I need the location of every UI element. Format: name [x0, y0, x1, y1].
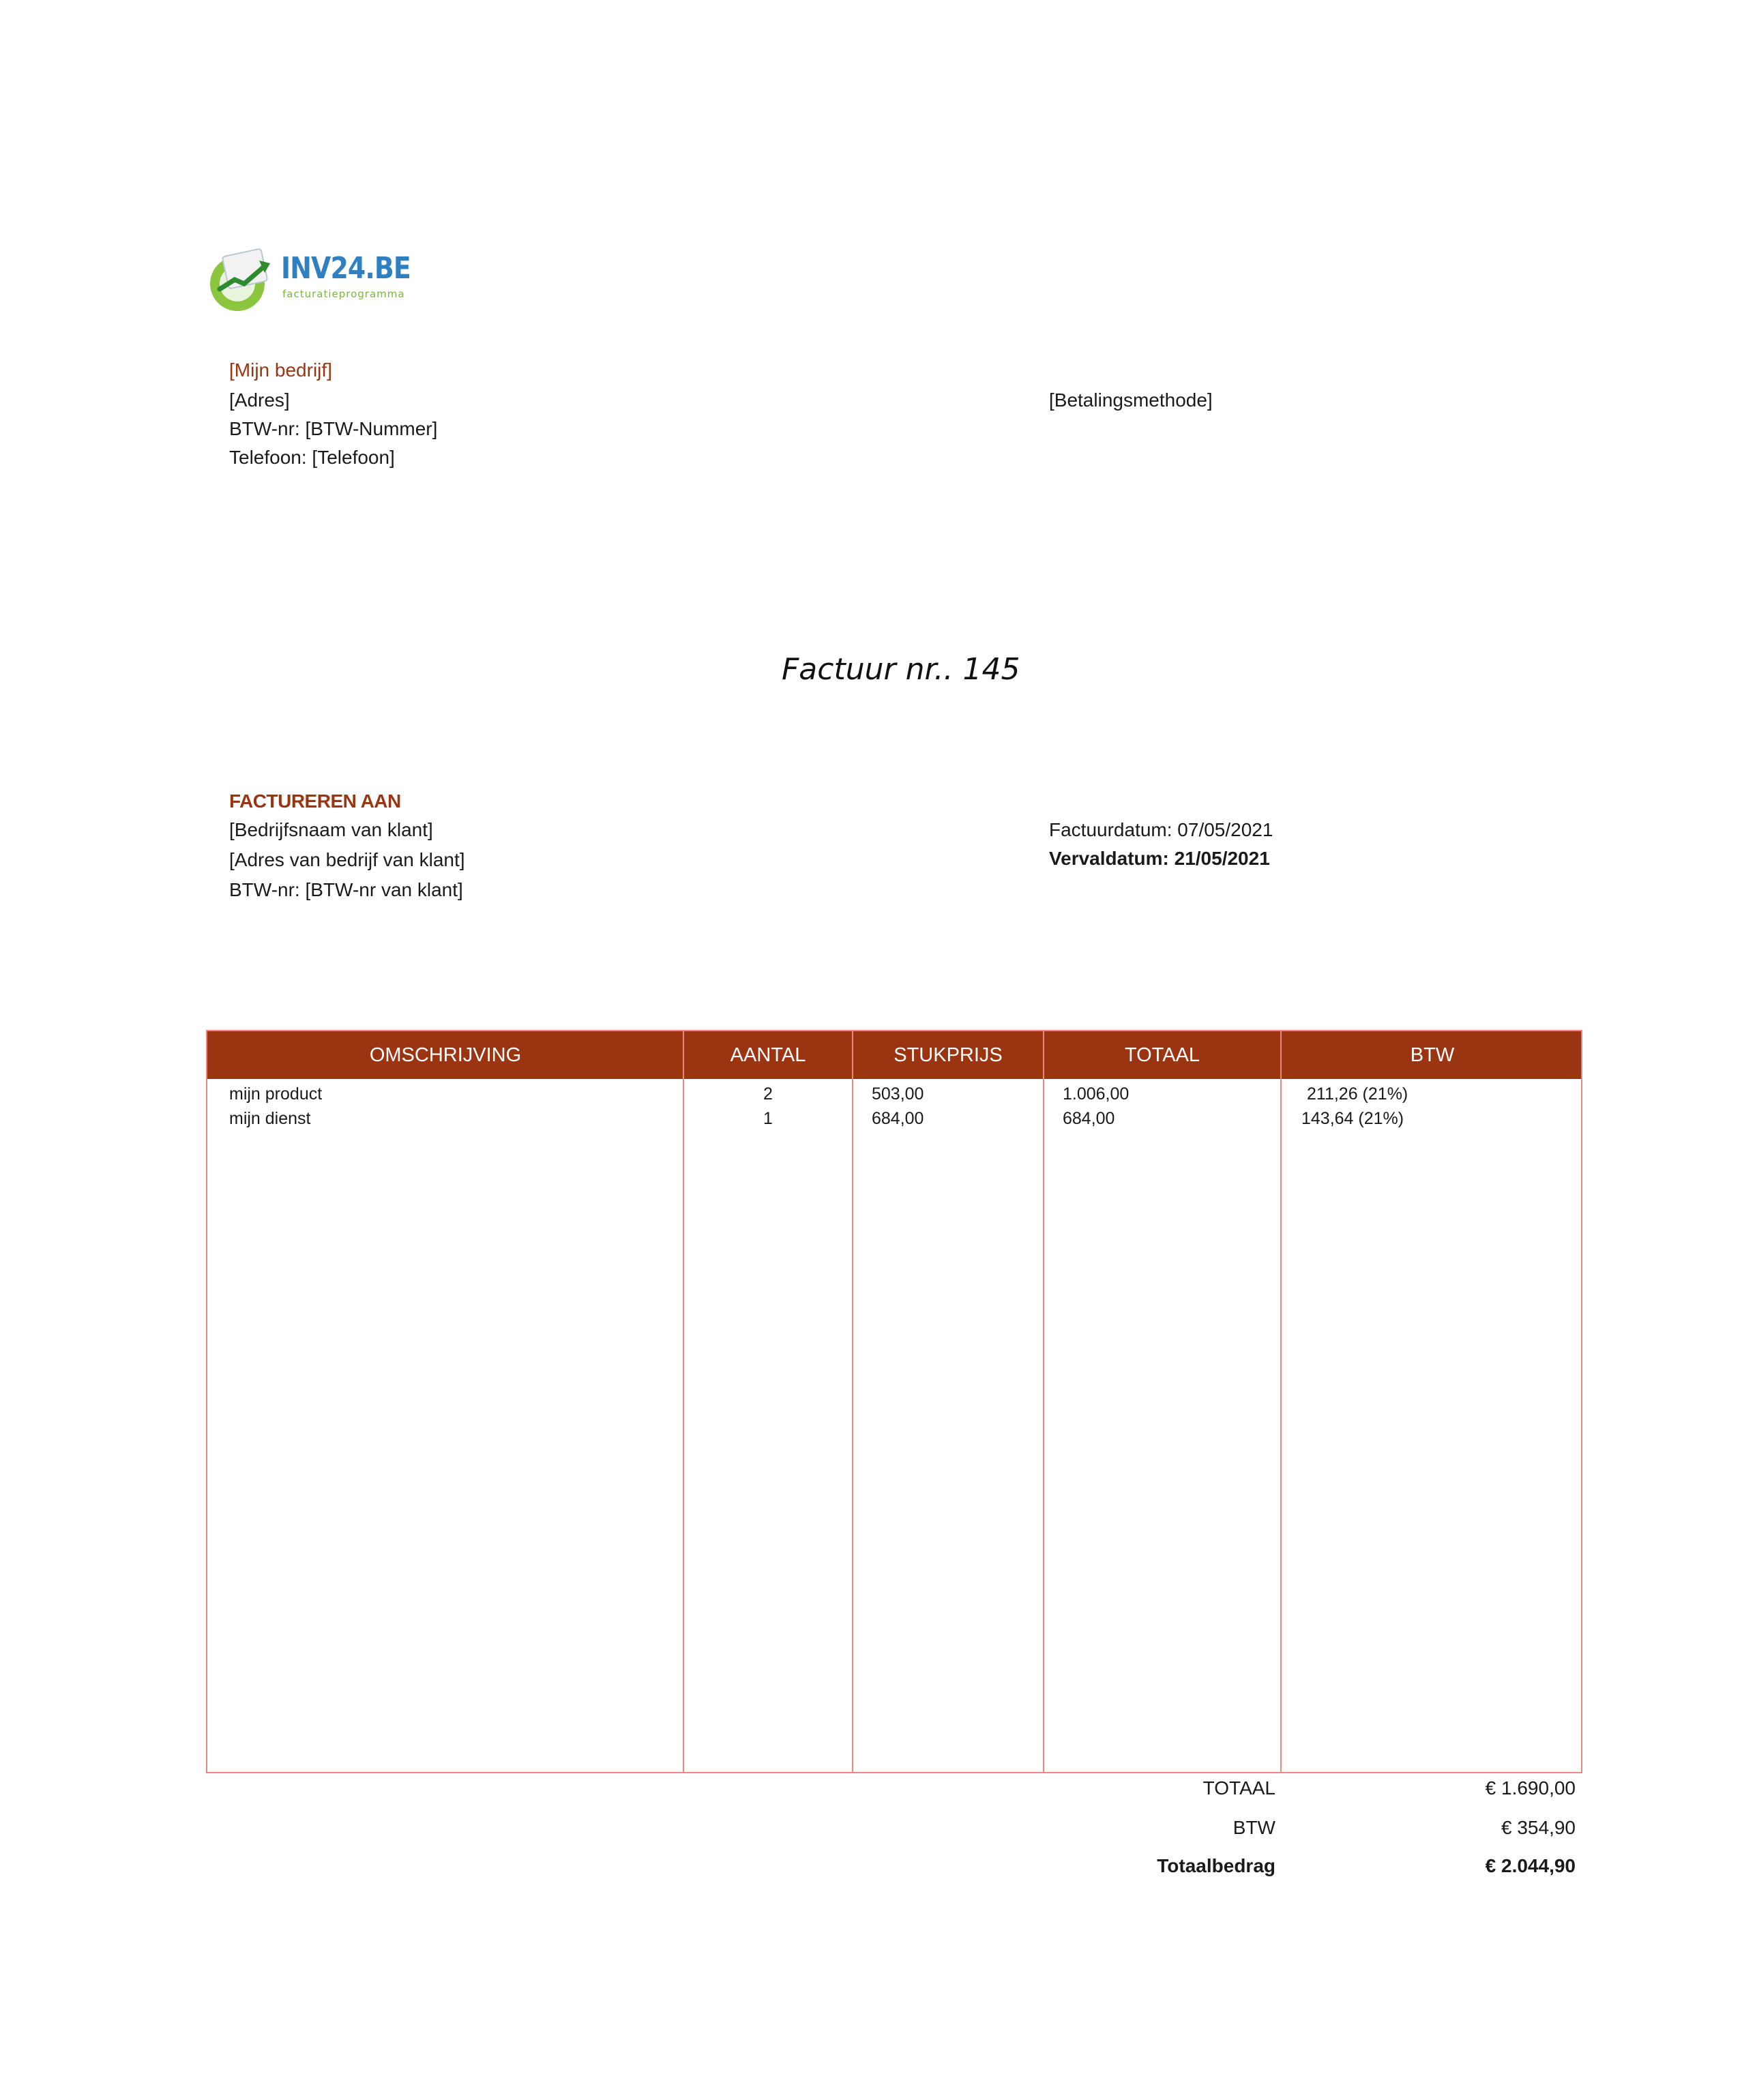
column-header-total: TOTAAL: [1124, 1044, 1200, 1066]
column-header-unit-price: STUKPRIJS: [894, 1044, 1003, 1066]
invoice-title: Factuur nr.. 145: [782, 652, 1020, 687]
items-table: [206, 1030, 1582, 1773]
sender-vat: BTW-nr: [BTW-Nummer]: [229, 418, 438, 439]
row-1-total: 1.006,00: [1063, 1084, 1130, 1104]
logo-tagline: facturatieprogramma: [282, 288, 405, 300]
sender-company: [Mijn bedrijf]: [229, 359, 332, 381]
sender-address: [Adres]: [229, 389, 290, 411]
row-1-unit-price: 503,00: [872, 1084, 924, 1104]
payment-method: [Betalingsmethode]: [1049, 389, 1213, 411]
row-2-quantity: 1: [763, 1109, 773, 1128]
row-1-description: mijn product: [229, 1084, 323, 1104]
column-divider: [683, 1031, 684, 1772]
row-2-vat: 143,64 (21%): [1301, 1109, 1404, 1128]
summary-grand-total-value: € 2.044,90: [1485, 1855, 1576, 1876]
column-header-vat: BTW: [1410, 1044, 1455, 1066]
client-address: [Adres van bedrijf van klant]: [229, 849, 465, 870]
column-divider: [1043, 1031, 1044, 1772]
table-header: [207, 1031, 1581, 1079]
row-2-description: mijn dienst: [229, 1109, 311, 1128]
column-header-description: OMSCHRIJVING: [369, 1044, 522, 1066]
summary-subtotal-value: € 1.690,00: [1485, 1777, 1576, 1799]
row-1-vat: 211,26 (21%): [1307, 1084, 1408, 1104]
row-1-quantity: 2: [763, 1084, 773, 1104]
client-company: [Bedrijfsnaam van klant]: [229, 819, 433, 840]
summary-vat-value: € 354,90: [1501, 1817, 1576, 1838]
sender-phone: Telefoon: [Telefoon]: [229, 447, 395, 468]
client-vat: BTW-nr: [BTW-nr van klant]: [229, 879, 463, 900]
logo-name: INV24.BE: [281, 251, 411, 286]
column-header-quantity: AANTAL: [730, 1044, 806, 1066]
column-divider: [852, 1031, 853, 1772]
summary-grand-total-label: Totaalbedrag: [1157, 1855, 1275, 1876]
summary-subtotal-label: TOTAAL: [1202, 1777, 1275, 1799]
column-divider: [1280, 1031, 1282, 1772]
due-date: Vervaldatum: 21/05/2021: [1049, 848, 1270, 869]
logo-icon: [205, 246, 280, 314]
invoice-date: Factuurdatum: 07/05/2021: [1049, 819, 1273, 840]
summary-vat-label: BTW: [1232, 1817, 1275, 1838]
row-2-unit-price: 684,00: [872, 1109, 924, 1128]
company-logo: [205, 246, 411, 314]
bill-to-heading: FACTUREREN AAN: [229, 790, 401, 812]
row-2-total: 684,00: [1063, 1109, 1115, 1128]
